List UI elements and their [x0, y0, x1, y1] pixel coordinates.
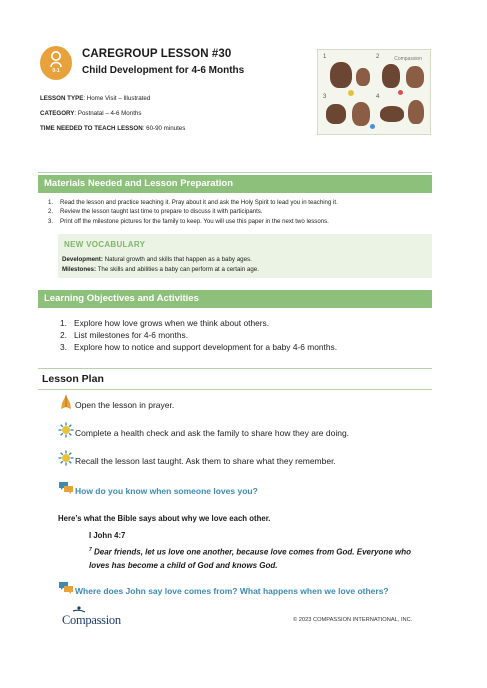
sun-icon	[58, 422, 74, 438]
vocabulary-box	[58, 234, 432, 278]
list-item	[48, 199, 338, 208]
vocabulary-term: Development:	[62, 256, 103, 263]
list-item	[48, 218, 338, 227]
logo-wordmark: Compassion	[62, 613, 121, 627]
lesson-subtitle: Child Development for 4-6 Months	[82, 65, 245, 76]
sun-icon	[58, 450, 74, 466]
panel-number: 4	[376, 94, 380, 100]
lesson-type-label: LESSON TYPE	[40, 95, 84, 102]
list-item	[60, 330, 337, 342]
list-number: 1.	[48, 199, 54, 206]
toy-illustration	[370, 124, 375, 129]
lesson-time	[40, 125, 185, 132]
discussion-question: Where does John say love comes from? What happens when we love others?	[75, 586, 389, 596]
list-number: 3.	[48, 217, 54, 225]
category-label: CATEGORY	[40, 110, 75, 117]
plan-step-text: Recall the lesson last taught. Ask them to share what they remember.	[75, 456, 336, 466]
verse-text	[89, 544, 419, 572]
list-number: 1.	[60, 318, 67, 328]
milestone-pictures-thumbnail	[317, 49, 431, 135]
list-item	[60, 318, 337, 330]
plan-step-text: Complete a health check and ask the family to share how they are doing.	[75, 428, 350, 438]
vocabulary-term: Milestones:	[62, 266, 97, 273]
objectives-heading: Learning Objectives and Activities	[38, 290, 432, 308]
toy-illustration	[398, 90, 403, 95]
list-item	[48, 208, 338, 217]
age-badge-label: 0-1	[52, 68, 60, 74]
vocabulary-heading: NEW VOCABULARY	[64, 240, 146, 249]
list-text: Print off the milestone pictures for the family to keep. You will use this paper in the next two lessons.	[60, 217, 329, 225]
panel-number: 3	[323, 94, 327, 100]
bible-intro: Here’s what the Bible says about why we love each other.	[58, 514, 271, 523]
list-text: Explore how to notice and support development for a baby 4-6 months.	[74, 342, 338, 352]
list-number: 3.	[60, 342, 67, 352]
list-text: Read the lesson and practice teaching it. Pray about it and ask the Holy Spirit to lead you in teaching it.	[60, 199, 338, 206]
vocabulary-item	[62, 266, 259, 273]
compassion-logo	[62, 606, 132, 628]
baby-icon	[48, 50, 64, 68]
lesson-title: CAREGROUP LESSON #30	[82, 48, 232, 60]
category-value: : Postnatal – 4-6 Months	[74, 110, 142, 117]
list-text: Explore how love grows when we think about others.	[74, 318, 270, 328]
time-value: : 60-90 minutes	[142, 125, 186, 132]
panel-number: 1	[323, 54, 327, 60]
baby-illustration	[382, 64, 400, 88]
verse-number: 7	[89, 547, 92, 553]
baby-illustration	[380, 106, 404, 122]
baby-illustration	[326, 104, 346, 124]
lesson-category	[40, 110, 141, 117]
thumbnail-brand: Compassion	[394, 56, 422, 62]
section-divider	[38, 172, 432, 173]
materials-heading: Materials Needed and Lesson Preparation	[38, 175, 432, 193]
praying-hands-icon	[58, 394, 74, 410]
baby-illustration	[406, 66, 424, 88]
baby-illustration	[356, 68, 370, 86]
verse-body: Dear friends, let us love one another, because love comes from God. Everyone who loves has become a child of God and knows God.	[89, 547, 411, 570]
discussion-question: How do you know when someone loves you?	[75, 486, 258, 496]
list-item	[60, 342, 337, 354]
baby-illustration	[330, 62, 352, 88]
list-text: List milestones for 4-6 months.	[74, 330, 189, 340]
verse-reference: I John 4:7	[89, 531, 126, 540]
speech-bubbles-icon	[58, 580, 74, 596]
copyright: © 2023 COMPASSION INTERNATIONAL, INC.	[293, 617, 413, 623]
lesson-type-value: : Home Visit – Illustrated	[83, 95, 151, 102]
list-number: 2.	[60, 330, 67, 340]
vocabulary-definition: Natural growth and skills that happen as a baby ages.	[102, 256, 252, 263]
vocabulary-definition: The skills and abilities a baby can perform at a certain age.	[96, 266, 259, 273]
list-number: 2.	[48, 208, 54, 216]
lesson-type	[40, 95, 150, 102]
preparation-steps	[48, 199, 338, 227]
lesson-plan-header	[38, 368, 432, 390]
panel-number: 2	[376, 54, 380, 60]
objectives-list	[60, 318, 337, 354]
vocabulary-item	[62, 256, 252, 263]
baby-illustration	[408, 100, 424, 124]
time-label: TIME NEEDED TO TEACH LESSON	[40, 125, 143, 132]
baby-illustration	[352, 102, 370, 126]
list-text: Review the lesson taught last time to prepare to discuss it with participants.	[60, 208, 263, 216]
lesson-plan-heading: Lesson Plan	[42, 373, 104, 385]
toy-illustration	[348, 90, 354, 96]
age-badge	[40, 46, 72, 80]
speech-bubbles-icon	[58, 480, 74, 496]
plan-step-text: Open the lesson in prayer.	[75, 400, 175, 410]
